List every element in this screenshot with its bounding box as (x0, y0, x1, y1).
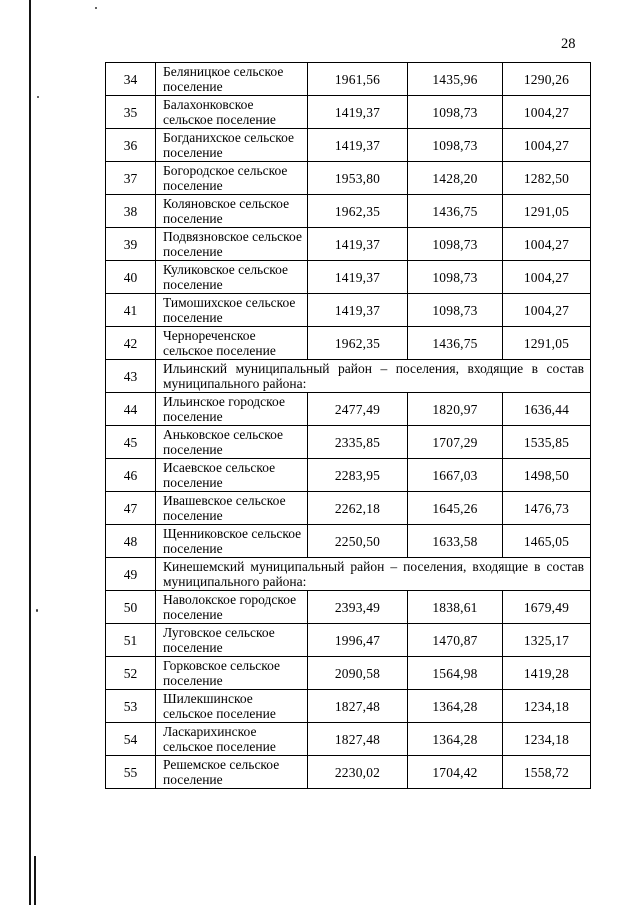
value-cell-1: 2230,02 (308, 756, 408, 789)
value-cell-3: 1004,27 (503, 96, 591, 129)
value-cell-1: 1827,48 (308, 723, 408, 756)
value-cell-2: 1364,28 (408, 690, 503, 723)
row-number-cell: 40 (106, 261, 156, 294)
value-cell-3: 1679,49 (503, 591, 591, 624)
table-body (106, 63, 591, 789)
settlement-name-cell: Коляновское сельское поселение (156, 195, 308, 228)
row-number-cell: 38 (106, 195, 156, 228)
settlements-table (105, 62, 591, 789)
value-cell-3: 1004,27 (503, 228, 591, 261)
value-cell-3: 1419,28 (503, 657, 591, 690)
table-row (106, 261, 591, 294)
table-row (106, 426, 591, 459)
value-cell-1: 1419,37 (308, 261, 408, 294)
table-row (106, 327, 591, 360)
value-cell-2: 1667,03 (408, 459, 503, 492)
value-cell-3: 1325,17 (503, 624, 591, 657)
settlement-name-cell: Богородское сельское поселение (156, 162, 308, 195)
row-number-cell: 46 (106, 459, 156, 492)
value-cell-3: 1476,73 (503, 492, 591, 525)
section-text-cell: Ильинский муниципальный район – поселения, входящие в состав муниципального района: (156, 360, 591, 393)
settlement-name-cell: Ивашевское сельское поселение (156, 492, 308, 525)
value-cell-2: 1364,28 (408, 723, 503, 756)
value-cell-2: 1098,73 (408, 228, 503, 261)
table-row (106, 756, 591, 789)
value-cell-2: 1098,73 (408, 294, 503, 327)
section-row (106, 558, 591, 591)
value-cell-3: 1291,05 (503, 327, 591, 360)
section-row (106, 360, 591, 393)
table-row (106, 657, 591, 690)
table-row (106, 162, 591, 195)
row-number-cell: 41 (106, 294, 156, 327)
value-cell-3: 1290,26 (503, 63, 591, 96)
settlement-name-cell: Шилекшинское сельское поселение (156, 690, 308, 723)
row-number-cell: 34 (106, 63, 156, 96)
value-cell-2: 1435,96 (408, 63, 503, 96)
settlement-name-cell: Куликовское сельское поселение (156, 261, 308, 294)
value-cell-3: 1498,50 (503, 459, 591, 492)
settlement-name-cell: Щенниковское сельское поселение (156, 525, 308, 558)
table-row (106, 294, 591, 327)
row-number-cell: 54 (106, 723, 156, 756)
scan-artifact-left-line (29, 0, 31, 905)
settlement-name-cell: Ильинское городское поселение (156, 393, 308, 426)
row-number-cell: 53 (106, 690, 156, 723)
value-cell-2: 1428,20 (408, 162, 503, 195)
row-number-cell: 47 (106, 492, 156, 525)
row-number-cell: 35 (106, 96, 156, 129)
section-text-cell: Кинешемский муниципальный район – поселения, входящие в состав муниципального района: (156, 558, 591, 591)
value-cell-2: 1436,75 (408, 195, 503, 228)
value-cell-2: 1838,61 (408, 591, 503, 624)
row-number-cell: 55 (106, 756, 156, 789)
value-cell-1: 1962,35 (308, 327, 408, 360)
value-cell-3: 1465,05 (503, 525, 591, 558)
settlement-name-cell: Аньковское сельское поселение (156, 426, 308, 459)
settlement-name-cell: Тимошихское сельское поселение (156, 294, 308, 327)
value-cell-2: 1436,75 (408, 327, 503, 360)
value-cell-1: 1953,80 (308, 162, 408, 195)
scan-speckle (95, 7, 97, 9)
value-cell-2: 1098,73 (408, 261, 503, 294)
value-cell-3: 1535,85 (503, 426, 591, 459)
value-cell-1: 1419,37 (308, 96, 408, 129)
value-cell-2: 1098,73 (408, 96, 503, 129)
page-number: 28 (561, 36, 576, 52)
settlement-name-cell: Наволокское городское поселение (156, 591, 308, 624)
value-cell-2: 1704,42 (408, 756, 503, 789)
value-cell-1: 1827,48 (308, 690, 408, 723)
value-cell-1: 2262,18 (308, 492, 408, 525)
row-number-cell: 52 (106, 657, 156, 690)
row-number-cell: 42 (106, 327, 156, 360)
value-cell-2: 1564,98 (408, 657, 503, 690)
value-cell-2: 1470,87 (408, 624, 503, 657)
table-row (106, 96, 591, 129)
table-row (106, 129, 591, 162)
settlement-name-cell: Беляницкое сельское поселение (156, 63, 308, 96)
value-cell-3: 1558,72 (503, 756, 591, 789)
table-row (106, 690, 591, 723)
value-cell-3: 1004,27 (503, 294, 591, 327)
settlement-name-cell: Богданихское сельское поселение (156, 129, 308, 162)
table-row (106, 624, 591, 657)
value-cell-1: 1961,56 (308, 63, 408, 96)
settlement-name-cell: Ласкарихинское сельское поселение (156, 723, 308, 756)
value-cell-2: 1820,97 (408, 393, 503, 426)
row-number-cell: 49 (106, 558, 156, 591)
settlement-name-cell: Горковское сельское поселение (156, 657, 308, 690)
value-cell-1: 1962,35 (308, 195, 408, 228)
value-cell-3: 1282,50 (503, 162, 591, 195)
value-cell-2: 1645,26 (408, 492, 503, 525)
settlement-name-cell: Чернореченское сельское поселение (156, 327, 308, 360)
row-number-cell: 43 (106, 360, 156, 393)
value-cell-1: 2335,85 (308, 426, 408, 459)
table-row (106, 228, 591, 261)
value-cell-3: 1636,44 (503, 393, 591, 426)
value-cell-3: 1234,18 (503, 690, 591, 723)
value-cell-1: 2090,58 (308, 657, 408, 690)
row-number-cell: 39 (106, 228, 156, 261)
table-row (106, 525, 591, 558)
value-cell-1: 1419,37 (308, 228, 408, 261)
value-cell-1: 2250,50 (308, 525, 408, 558)
value-cell-1: 1419,37 (308, 129, 408, 162)
table-row (106, 723, 591, 756)
row-number-cell: 45 (106, 426, 156, 459)
scan-artifact-bottom-line (34, 856, 36, 905)
settlement-name-cell: Подвязновское сельское поселение (156, 228, 308, 261)
row-number-cell: 36 (106, 129, 156, 162)
row-number-cell: 51 (106, 624, 156, 657)
value-cell-2: 1707,29 (408, 426, 503, 459)
scan-speckle (36, 609, 38, 612)
settlement-name-cell: Решемское сельское поселение (156, 756, 308, 789)
settlement-name-cell: Исаевское сельское поселение (156, 459, 308, 492)
value-cell-1: 2393,49 (308, 591, 408, 624)
value-cell-2: 1633,58 (408, 525, 503, 558)
value-cell-1: 1419,37 (308, 294, 408, 327)
scan-speckle (37, 96, 39, 98)
settlement-name-cell: Луговское сельское поселение (156, 624, 308, 657)
value-cell-3: 1291,05 (503, 195, 591, 228)
settlement-name-cell: Балахонковское сельское поселение (156, 96, 308, 129)
value-cell-3: 1234,18 (503, 723, 591, 756)
table-row (106, 591, 591, 624)
row-number-cell: 50 (106, 591, 156, 624)
table-row (106, 459, 591, 492)
value-cell-1: 2283,95 (308, 459, 408, 492)
table-row (106, 393, 591, 426)
value-cell-3: 1004,27 (503, 129, 591, 162)
table-row (106, 492, 591, 525)
table-row (106, 63, 591, 96)
row-number-cell: 48 (106, 525, 156, 558)
value-cell-1: 1996,47 (308, 624, 408, 657)
value-cell-3: 1004,27 (503, 261, 591, 294)
value-cell-2: 1098,73 (408, 129, 503, 162)
row-number-cell: 44 (106, 393, 156, 426)
table-row (106, 195, 591, 228)
row-number-cell: 37 (106, 162, 156, 195)
value-cell-1: 2477,49 (308, 393, 408, 426)
